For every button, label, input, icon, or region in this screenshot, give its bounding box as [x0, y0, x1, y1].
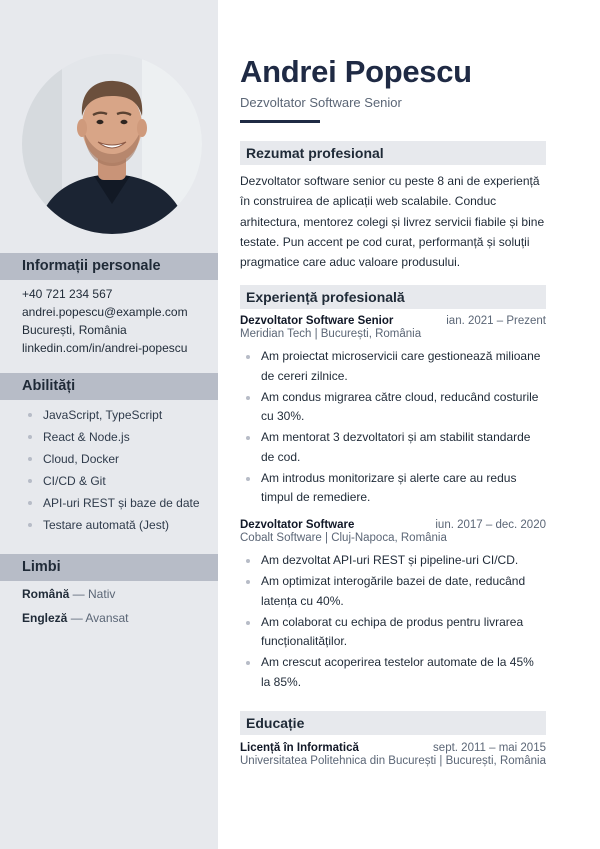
job-bullet: Am introdus monitorizare și alerte care au redus timpul de remediere.: [240, 469, 546, 508]
candidate-name: Andrei Popescu: [240, 54, 472, 89]
job-header: [240, 315, 546, 340]
job-dates: ian. 2021 – Prezent: [446, 315, 546, 327]
language-level: Nativ: [88, 587, 116, 601]
language-separator: —: [67, 611, 86, 625]
skill-item: Testare automată (Jest): [22, 516, 200, 538]
candidate-title: Dezvoltator Software Senior: [240, 95, 402, 110]
education-entry: [240, 742, 546, 767]
education-dates: sept. 2011 – mai 2015: [433, 742, 546, 754]
skill-item: JavaScript, TypeScript: [22, 406, 200, 428]
language-name: Română: [22, 587, 70, 601]
job-dates: iun. 2017 – dec. 2020: [435, 519, 546, 531]
job-role: Dezvoltator Software Senior: [240, 315, 394, 327]
language-separator: —: [69, 587, 89, 601]
skills-heading: Abilități: [0, 373, 218, 400]
job-bullets: [240, 347, 546, 509]
contact-linkedin[interactable]: linkedin.com/in/andrei-popescu: [22, 341, 188, 355]
language-name: Engleză: [22, 611, 68, 625]
language-item: [22, 586, 129, 610]
personal-info-heading: Informații personale: [0, 253, 218, 280]
job-role: Dezvoltator Software: [240, 519, 355, 531]
job-bullet: Am mentorat 3 dezvoltatori și am stabilit standarde de cod.: [240, 428, 546, 467]
job-bullet: Am colaborat cu echipa de produs pentru livrarea funcționalităților.: [240, 613, 546, 652]
job-bullet: Am dezvoltat API-uri REST și pipeline-uri CI/CD.: [240, 551, 546, 571]
job-company: Cobalt Software | Cluj-Napoca, România: [240, 532, 447, 544]
skill-item: React & Node.js: [22, 428, 200, 450]
contact-info: [22, 285, 188, 357]
experience-heading: Experiență profesională: [240, 285, 546, 309]
contact-email[interactable]: andrei.popescu@example.com: [22, 305, 188, 319]
profile-photo-illustration: [22, 54, 202, 234]
skills-list: [22, 406, 200, 538]
education-degree: Licență în Informatică: [240, 742, 359, 754]
job-bullet: Am proiectat microservicii care gestionează milioane de cereri zilnice.: [240, 347, 546, 386]
skill-item: API-uri REST și baze de date: [22, 494, 200, 516]
job-bullet: Am crescut acoperirea testelor automate de la 45% la 85%.: [240, 653, 546, 692]
job-bullet: Am condus migrarea către cloud, reducând costurile cu 30%.: [240, 388, 546, 427]
profile-photo: [22, 54, 202, 234]
skill-item: CI/CD & Git: [22, 472, 200, 494]
job-bullets: [240, 551, 546, 694]
job-bullet: Am optimizat interogările bazei de date, reducând latența cu 40%.: [240, 572, 546, 611]
title-divider: [240, 120, 320, 123]
language-item: [22, 610, 129, 634]
languages-list: [22, 586, 129, 634]
job-company: Meridian Tech | București, România: [240, 328, 422, 340]
contact-phone: +40 721 234 567: [22, 287, 113, 301]
contact-location: București, România: [22, 323, 127, 337]
summary-heading: Rezumat profesional: [240, 141, 546, 165]
education-school: Universitatea Politehnica din București | București, România: [240, 755, 546, 767]
skill-item: Cloud, Docker: [22, 450, 200, 472]
summary-text: Dezvoltator software senior cu peste 8 ani de experiență în construirea de aplicații web scalabile. Conduc arhitectura, mentorez colegi și livrez servicii fiabile și bine testate. Pun accent pe cod curat, performanță și soluții pragmatice care aduc valoare produsului.: [240, 174, 545, 270]
languages-heading: Limbi: [0, 554, 218, 581]
education-heading: Educație: [240, 711, 546, 735]
language-level: Avansat: [85, 611, 129, 625]
job-header: [240, 519, 546, 544]
